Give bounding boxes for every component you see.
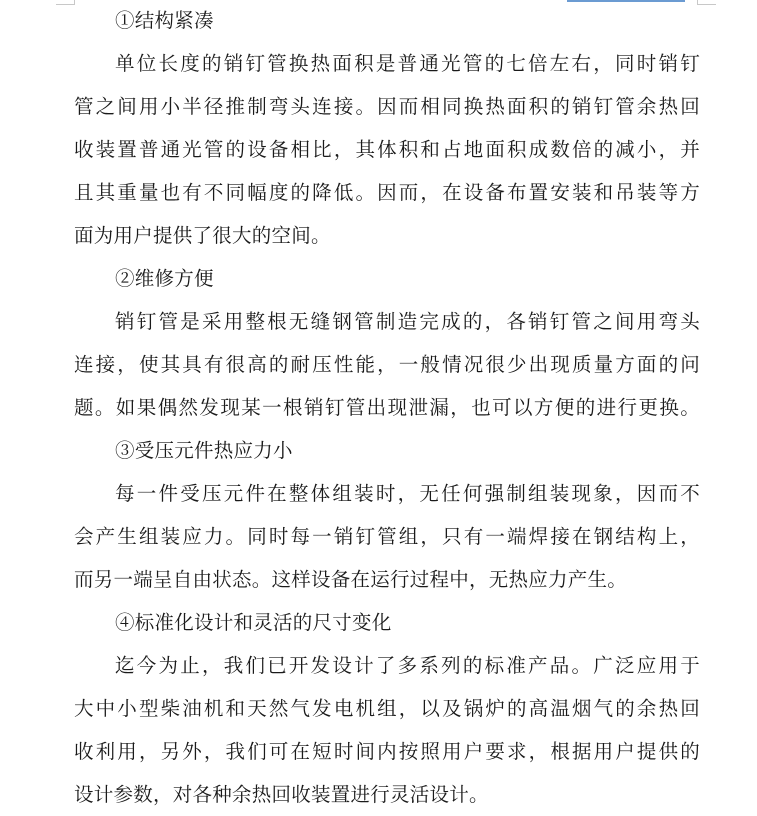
margin-corner-mark-left — [56, 0, 75, 5]
section-heading: ①结构紧凑 — [115, 9, 214, 32]
paragraph-line: 销钉管是采用整根无缝钢管制造完成的，各销钉管之间用弯头 — [115, 310, 700, 333]
paragraph-line: 且其重量也有不同幅度的降低。因而，在设备布置安装和吊装等方 — [74, 181, 700, 204]
paragraph-line: 会产生组装应力。同时每一销钉管组，只有一端焊接在钢结构上， — [74, 525, 700, 548]
paragraph-line: 而另一端呈自由状态。这样设备在运行过程中，无热应力产生。 — [74, 568, 628, 591]
document-body — [74, 0, 700, 816]
paragraph-line: 迄今为止，我们已开发设计了多系列的标准产品。广泛应用于 — [115, 654, 700, 677]
paragraph-line: 收利用，另外，我们可在短时间内按照用户要求，根据用户提供的 — [74, 740, 700, 763]
paragraph-line: 设计参数，对各种余热回收装置进行灵活设计。 — [74, 783, 489, 806]
section-heading: ②维修方便 — [115, 267, 214, 290]
paragraph-line: 连接，使其具有很高的耐压性能，一般情况很少出现质量方面的问 — [74, 353, 700, 376]
paragraph-line: 面为用户提供了很大的空间。 — [74, 224, 331, 247]
paragraph-line: 单位长度的销钉管换热面积是普通光管的七倍左右，同时销钉 — [115, 52, 700, 75]
section-heading: ③受压元件热应力小 — [115, 439, 293, 462]
paragraph-line: 题。如果偶然发现某一根销钉管出现泄漏，也可以方便的进行更换。 — [74, 396, 700, 419]
paragraph-line: 管之间用小半径推制弯头连接。因而相同换热面积的销钉管余热回 — [74, 95, 700, 118]
paragraph-line: 收装置普通光管的设备相比，其体积和占地面积成数倍的减小，并 — [74, 138, 700, 161]
paragraph-line: 大中小型柴油机和天然气发电机组，以及锅炉的高温烟气的余热回 — [74, 697, 700, 720]
paragraph-line: 每一件受压元件在整体组装时，无任何强制组装现象，因而不 — [115, 482, 700, 505]
section-heading: ④标准化设计和灵活的尺寸变化 — [115, 611, 392, 634]
